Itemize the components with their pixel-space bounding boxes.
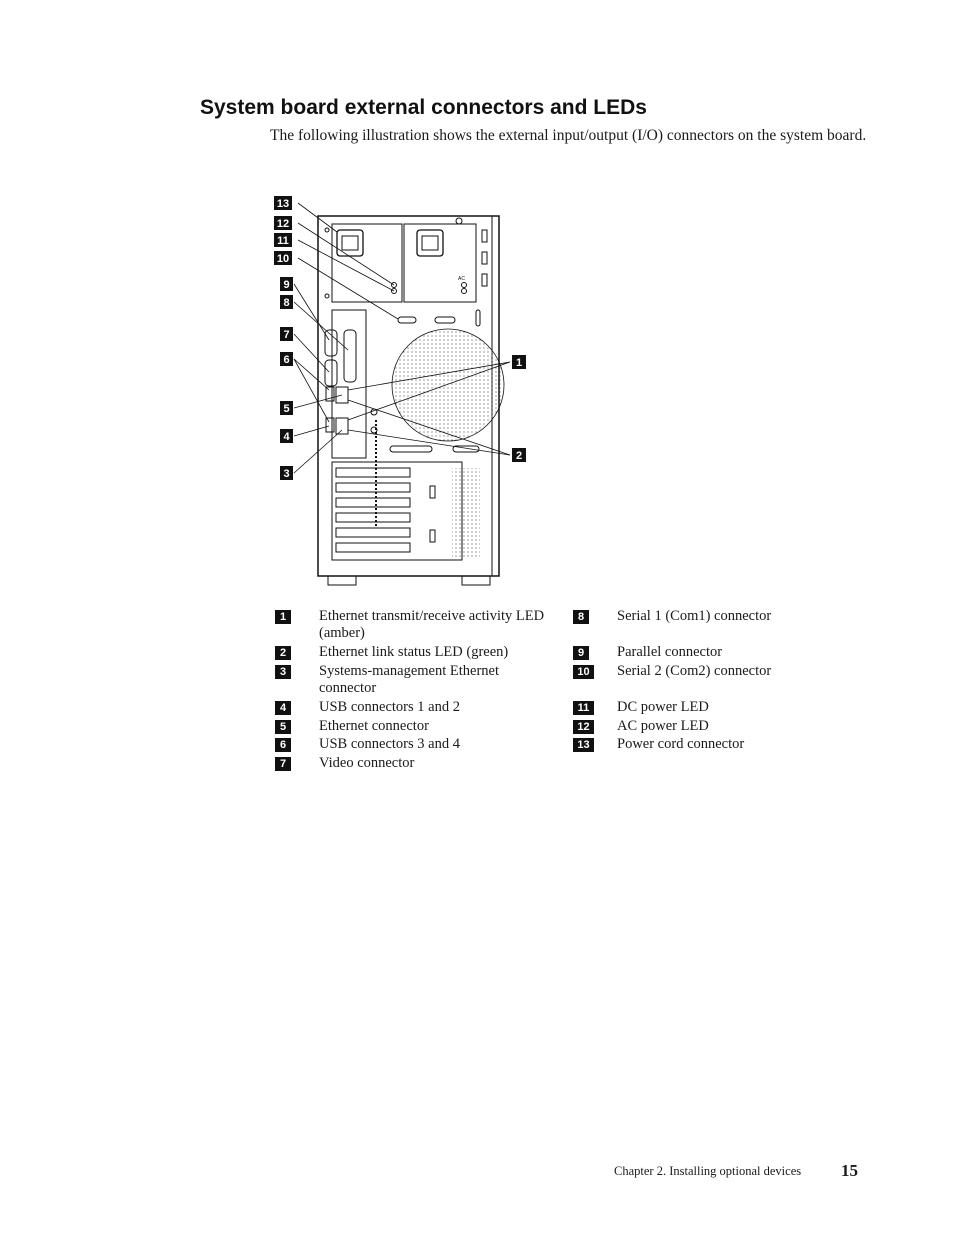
svg-text:3: 3 — [283, 468, 290, 480]
intro-paragraph: The following illustration shows the external input/output (I/O) connectors on the system board. — [270, 127, 867, 144]
callout-3 — [280, 466, 293, 480]
svg-text:10: 10 — [276, 253, 290, 265]
fan-vent — [392, 329, 504, 441]
server-rear-illustration — [270, 190, 540, 595]
svg-text:7: 7 — [283, 329, 290, 341]
svg-text:12: 12 — [276, 218, 290, 230]
callout-4 — [280, 429, 293, 443]
page-number: 15 — [841, 1161, 858, 1180]
svg-text:1: 1 — [515, 357, 523, 369]
svg-text:11: 11 — [277, 235, 289, 247]
callout-12 — [274, 216, 292, 230]
side-vent — [452, 468, 480, 558]
foot-left — [328, 576, 356, 585]
callout-9 — [280, 277, 293, 291]
callout-13 — [274, 196, 292, 210]
footer-chapter: Chapter 2. Installing optional devices — [614, 1164, 802, 1178]
callout-7 — [280, 327, 293, 341]
svg-text:9: 9 — [283, 279, 290, 291]
callout-6 — [280, 352, 293, 366]
psu-led-label: AC — [458, 276, 465, 282]
svg-text:6: 6 — [283, 354, 290, 366]
section-heading: System board external connectors and LEDs — [200, 96, 647, 119]
svg-text:13: 13 — [276, 198, 290, 210]
callout-2 — [512, 448, 526, 462]
callout-11 — [274, 233, 292, 247]
svg-text:5: 5 — [283, 403, 290, 415]
callout-8 — [280, 295, 293, 309]
callout-1 — [512, 355, 526, 369]
foot-right — [462, 576, 490, 585]
svg-text:4: 4 — [283, 431, 290, 443]
callout-10 — [274, 251, 292, 265]
callout-5 — [280, 401, 293, 415]
svg-text:2: 2 — [515, 450, 523, 462]
svg-text:8: 8 — [283, 297, 290, 309]
